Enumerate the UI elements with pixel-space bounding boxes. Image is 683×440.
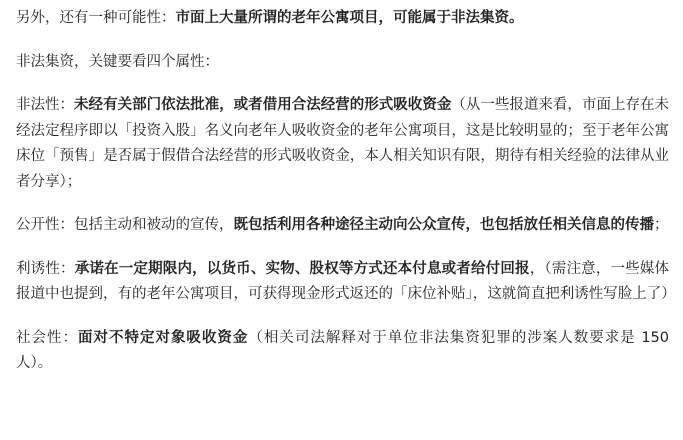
publicity-label: 公开性：包括主动和被动的宣传， (16, 217, 234, 233)
publicity-end: ； (654, 217, 669, 233)
illegality-bold-text: 未经有关部门依法批准，或者借用合法经营的形式吸收资金 (74, 97, 452, 113)
illegality-label: 非法性： (16, 97, 75, 113)
paragraph-publicity (16, 213, 669, 239)
inducement-label: 利诱性： (16, 260, 75, 277)
paragraph-possibility (16, 6, 669, 32)
inducement-note: ，（需注意，一些媒体报道中也提到，有的老年公寓项目，可获得现金形式返还的「床位补贴」，这就简直把利诱性写脸上了） (16, 260, 676, 302)
sociality-note: （相关司法解释对于单位非法集资犯罪的涉案人数要求是 150 人）。 (16, 329, 670, 371)
inducement-bold-text: 承诺在一定期限内，以货币、实物、股权等方式还本付息或者给付回报 (74, 260, 530, 277)
sociality-label: 社会性： (16, 329, 78, 346)
possibility-lead-text: 另外，还有一种可能性： (16, 10, 176, 26)
possibility-bold-text: 市面上大量所谓的老年公寓项目，可能属于非法集资。 (175, 10, 524, 26)
paragraph-illegality (16, 93, 669, 195)
paragraph-sociality (16, 326, 669, 377)
publicity-bold-text: 既包括利用各种途径主动向公众宣传，也包括放任相关信息的传播 (233, 217, 654, 233)
paragraph-intro (16, 50, 669, 76)
illegality-note: （从一些报道来看，市面上存在未经法定程序即以「投资入股」名义向老年人吸收资金的老年公寓项目，这是比较明显的；至于老年公寓床位「预售」是否属于假借合法经营的形式吸收资金，本人相关知识有限，期待有相关经验的法律从业者分享）； (16, 97, 670, 190)
paragraph-inducement (16, 257, 676, 308)
sociality-bold-text: 面对不特定对象吸收资金 (77, 329, 249, 346)
intro-text: 非法集资，关键要看四个属性： (16, 53, 219, 70)
